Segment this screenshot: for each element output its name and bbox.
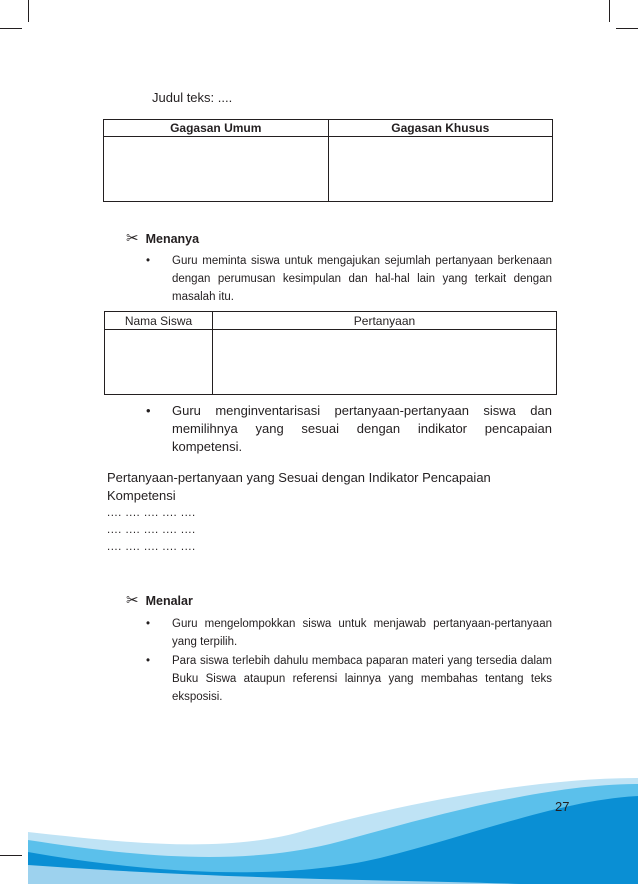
- scissors-icon: ✂: [126, 592, 139, 609]
- page-number: 27: [555, 799, 570, 814]
- bullet-dot: •: [146, 655, 151, 667]
- dot-line: .... .... .... .... ....: [107, 524, 196, 536]
- bullet-text: Guru menginventarisasi pertanyaan-pertanyaan siswa dan memilihnya yang sesuai dengan indikator pencapaian kompetensi.: [172, 403, 552, 454]
- scissors-icon: ✂: [126, 230, 139, 247]
- dot-line: .... .... .... .... ....: [107, 541, 196, 553]
- section-title: Menanya: [145, 232, 200, 246]
- pertanyaan-table: [104, 311, 557, 395]
- gagasan-umum-cell: [104, 137, 329, 202]
- bullet-dot: •: [146, 618, 151, 630]
- crop-mark: [609, 0, 610, 22]
- pertanyaan-cell: [213, 330, 557, 395]
- pertanyaan-header: Pertanyaan: [213, 312, 557, 330]
- dot-line: .... .... .... .... ....: [107, 507, 196, 519]
- nama-siswa-header: Nama Siswa: [105, 312, 213, 330]
- bullet-dot: •: [146, 403, 151, 418]
- footer-wave: [0, 770, 638, 884]
- crop-mark: [0, 28, 22, 29]
- nama-siswa-cell: [105, 330, 213, 395]
- crop-mark: [28, 0, 29, 22]
- section-menalar: [126, 591, 193, 609]
- bullet-text: Para siswa terlebih dahulu membaca paparan materi yang tersedia dalam Buku Siswa ataupun referensi lainnya yang membahas tentang teks eksposisi.: [172, 655, 552, 703]
- gagasan-khusus-header: Gagasan Khusus: [328, 120, 553, 137]
- gagasan-khusus-cell: [328, 137, 553, 202]
- judul-teks: Judul teks: ....: [152, 90, 233, 105]
- bullet-dot: •: [146, 255, 151, 267]
- crop-mark: [616, 28, 638, 29]
- section-title: Menalar: [145, 594, 193, 608]
- gagasan-table: [103, 119, 553, 202]
- gagasan-umum-header: Gagasan Umum: [104, 120, 329, 137]
- pertanyaan-heading: Pertanyaan-pertanyaan yang Sesuai dengan Indikator Pencapaian Kompetensi: [107, 470, 491, 503]
- section-menanya: [126, 229, 199, 247]
- bullet-text: Guru mengelompokkan siswa untuk menjawab pertanyaan-pertanyaan yang terpilih.: [172, 618, 552, 648]
- bullet-text: Guru meminta siswa untuk mengajukan sejumlah pertanyaan berkenaan dengan perumusan kesimpulan dan hal-hal lain yang terkait dengan masalah itu.: [172, 255, 552, 303]
